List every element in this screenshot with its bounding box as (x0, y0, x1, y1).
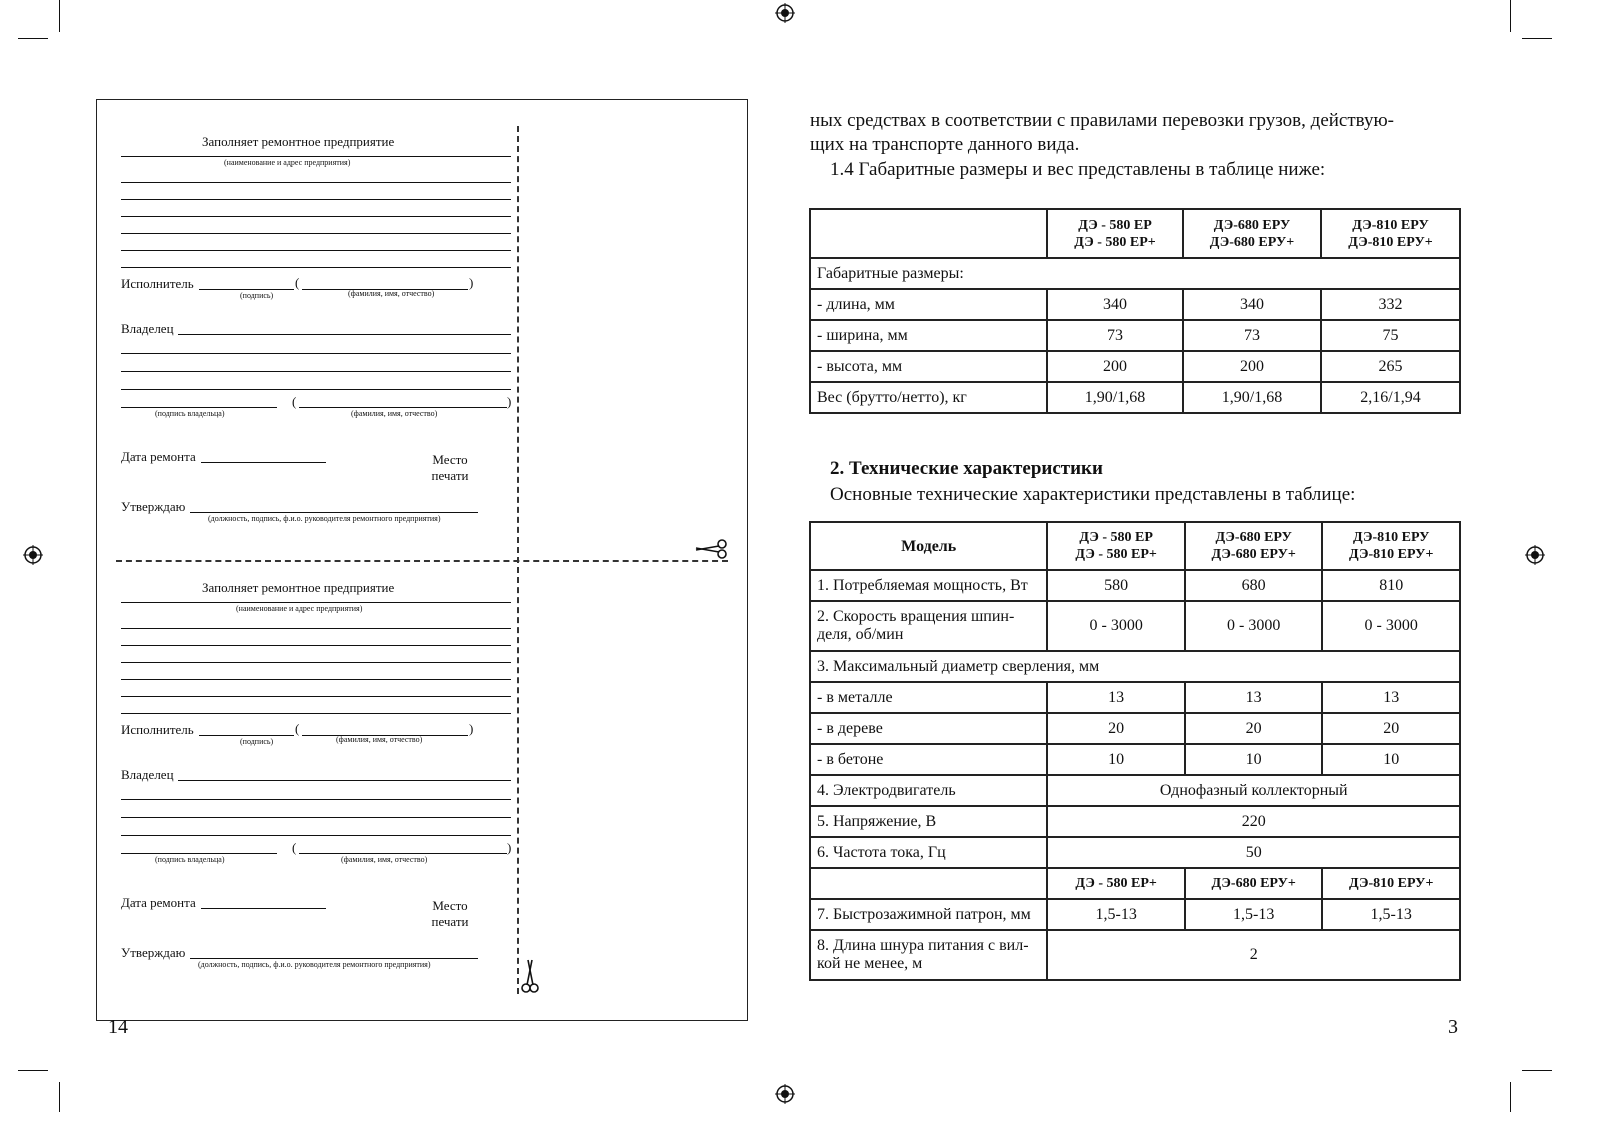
table-row (810, 570, 1460, 601)
table-cell: 20 (1322, 713, 1460, 744)
org-line[interactable] (121, 182, 511, 183)
model-name: ДЭ-680 ЕРУ+ (1209, 234, 1295, 250)
paren-open: ( (295, 275, 300, 290)
stamp-line: Место (432, 898, 468, 913)
model-name: ДЭ-810 ЕРУ+ (1349, 547, 1434, 562)
table-cell: 1,90/1,68 (1183, 382, 1321, 413)
row-label: - ширина, мм (810, 320, 1047, 351)
org-line[interactable] (121, 156, 511, 157)
table-cell: Однофазный коллекторный (1047, 775, 1460, 806)
approve-label: Утверждаю (121, 945, 186, 960)
table-row (810, 209, 1460, 258)
owner-signature-caption: (подпись владельца) (155, 855, 225, 864)
tech-specs-table (809, 521, 1461, 981)
crop-mark (1522, 38, 1552, 39)
table-cell: 200 (1183, 351, 1321, 382)
dimensions-table (809, 208, 1461, 414)
crop-mark (59, 1082, 60, 1112)
row-label: - длина, мм (810, 289, 1047, 320)
model-name: ДЭ - 580 ЕР (1078, 217, 1152, 233)
owner-signature-line[interactable] (121, 853, 277, 854)
org-line[interactable] (121, 216, 511, 217)
org-caption: (наименование и адрес предприятия) (224, 158, 351, 167)
table-cell: 10 (1047, 744, 1184, 775)
table-row (810, 651, 1460, 682)
stamp-line: Место (432, 452, 468, 467)
table-row (810, 320, 1460, 351)
table-cell: 2 (1047, 930, 1460, 980)
crop-mark (1522, 1070, 1552, 1071)
org-line[interactable] (121, 662, 511, 663)
model-name: ДЭ-680 ЕРУ+ (1211, 547, 1296, 562)
row-label: - в дереве (810, 713, 1047, 744)
model-name: ДЭ - 580 ЕР+ (1074, 234, 1156, 250)
table-row (810, 837, 1460, 868)
approve-caption: (должность, подпись, ф.и.о. руководителя ремонтного предприятия) (198, 960, 431, 969)
table-cell: 0 - 3000 (1185, 601, 1323, 651)
stamp-place (420, 452, 480, 484)
table-cell: 265 (1321, 351, 1460, 382)
model-header (1185, 522, 1323, 570)
table-cell: 73 (1047, 320, 1183, 351)
owner-signature-caption: (подпись владельца) (155, 409, 225, 418)
approve-line[interactable] (190, 958, 478, 959)
row-label (810, 601, 1047, 651)
stamp-place (420, 898, 480, 930)
row-label-line: кой не менее, м (817, 955, 923, 972)
row-label: 4. Электродвигатель (810, 775, 1047, 806)
crop-mark (59, 0, 60, 32)
table-cell (810, 209, 1047, 258)
owner-line[interactable] (121, 817, 511, 818)
table-cell: 680 (1185, 570, 1323, 601)
crop-mark (18, 1070, 48, 1071)
model-name: ДЭ-680 ЕРУ (1213, 217, 1291, 233)
owner-line[interactable] (121, 389, 511, 390)
registration-mark-icon (23, 545, 43, 565)
row-label: 7. Быстрозажимной патрон, мм (810, 899, 1047, 930)
table-row (810, 522, 1460, 570)
org-line[interactable] (121, 696, 511, 697)
repair-date-line[interactable] (201, 462, 326, 463)
owner-line[interactable] (121, 353, 511, 354)
scissors-icon (520, 958, 540, 994)
row-label: - в металле (810, 682, 1047, 713)
approve-label: Утверждаю (121, 499, 186, 514)
row-label (810, 930, 1047, 980)
form-heading: Заполняет ремонтное предприятие (202, 134, 395, 149)
table-row (810, 744, 1460, 775)
paren-close: ) (469, 275, 474, 290)
registration-mark-icon (1525, 545, 1545, 565)
model-header (1321, 209, 1460, 258)
model-name: ДЭ - 580 ЕР+ (1075, 547, 1157, 562)
model-name: ДЭ-810 ЕРУ (1352, 217, 1429, 233)
model-header: ДЭ-680 ЕРУ+ (1185, 868, 1323, 899)
section-label: Габаритные размеры: (810, 258, 1460, 289)
table-cell: 1,90/1,68 (1047, 382, 1183, 413)
tech-heading: 2. Технические характеристики (830, 458, 1103, 479)
owner-signature-line[interactable] (121, 407, 277, 408)
owner-label: Владелец (121, 321, 174, 336)
org-line[interactable] (121, 267, 511, 268)
row-label: - высота, мм (810, 351, 1047, 382)
table-cell: 73 (1183, 320, 1321, 351)
table-cell: 220 (1047, 806, 1460, 837)
fio-caption: (фамилия, имя, отчество) (351, 409, 438, 418)
intro-line: щих на транспорте данного вида. (810, 134, 1080, 155)
table-cell: 20 (1047, 713, 1184, 744)
table-cell: 810 (1322, 570, 1460, 601)
org-line[interactable] (121, 713, 511, 714)
row-label: 5. Напряжение, В (810, 806, 1047, 837)
table-cell: 1,5-13 (1047, 899, 1184, 930)
table-row (810, 930, 1460, 980)
table-row (810, 351, 1460, 382)
table-cell: 580 (1047, 570, 1184, 601)
table-cell: 332 (1321, 289, 1460, 320)
table-row (810, 868, 1460, 899)
table-cell: 200 (1047, 351, 1183, 382)
table-cell: 1,5-13 (1185, 899, 1323, 930)
executor-label: Исполнитель (121, 276, 194, 291)
table-cell: 13 (1322, 682, 1460, 713)
stamp-line: печати (431, 468, 469, 483)
org-line[interactable] (121, 679, 511, 680)
repair-date-label: Дата ремонта (121, 895, 196, 910)
page-number-left: 14 (108, 1016, 128, 1038)
fio-caption: (фамилия, имя, отчество) (341, 855, 428, 864)
org-line[interactable] (121, 602, 511, 603)
repair-date-label: Дата ремонта (121, 449, 196, 464)
dims-intro: 1.4 Габаритные размеры и вес представлены в таблице ниже: (830, 159, 1326, 180)
table-row (810, 713, 1460, 744)
model-name: ДЭ-810 ЕРУ+ (1348, 234, 1433, 250)
table-cell: 340 (1183, 289, 1321, 320)
paren-open: ( (295, 721, 300, 736)
paren-close: ) (507, 840, 512, 855)
repair-date-line[interactable] (201, 908, 326, 909)
owner-line[interactable] (178, 780, 511, 781)
fio-caption: (фамилия, имя, отчество) (348, 289, 435, 298)
paren-open: ( (292, 840, 297, 855)
owner-name-line[interactable] (299, 407, 507, 408)
org-line[interactable] (121, 250, 511, 251)
table-cell: 20 (1185, 713, 1323, 744)
executor-signature-line[interactable] (199, 735, 294, 736)
table-row (810, 682, 1460, 713)
table-cell: 13 (1047, 682, 1184, 713)
row-label: 6. Частота тока, Гц (810, 837, 1047, 868)
table-row (810, 601, 1460, 651)
model-name: ДЭ-680 ЕРУ (1215, 530, 1292, 545)
table-cell: 50 (1047, 837, 1460, 868)
org-caption: (наименование и адрес предприятия) (236, 604, 363, 613)
table-cell: 13 (1185, 682, 1323, 713)
table-row (810, 899, 1460, 930)
table-row (810, 289, 1460, 320)
approve-caption: (должность, подпись, ф.и.о. руководителя ремонтного предприятия) (208, 514, 441, 523)
intro-line: ных средствах в соответствии с правилами перевозки грузов, действую- (810, 110, 1394, 131)
row-label: - в бетоне (810, 744, 1047, 775)
table-row (810, 775, 1460, 806)
crop-mark (18, 38, 48, 39)
fio-caption: (фамилия, имя, отчество) (336, 735, 423, 744)
signature-caption: (подпись) (240, 291, 274, 300)
org-line[interactable] (121, 645, 511, 646)
page-number-right: 3 (1448, 1016, 1458, 1038)
org-line[interactable] (121, 628, 511, 629)
row-label-line: 2. Скорость вращения шпин- (817, 608, 1015, 625)
signature-caption: (подпись) (240, 737, 274, 746)
table-cell: 10 (1322, 744, 1460, 775)
model-name: ДЭ - 580 ЕР (1079, 530, 1153, 545)
paren-close: ) (507, 394, 512, 409)
tech-intro: Основные технические характеристики представлены в таблице: (830, 484, 1356, 505)
model-header (1322, 522, 1460, 570)
owner-label: Владелец (121, 767, 174, 782)
executor-label: Исполнитель (121, 722, 194, 737)
paren-close: ) (469, 721, 474, 736)
model-name: ДЭ-810 ЕРУ (1352, 530, 1430, 545)
stamp-line: печати (431, 914, 469, 929)
owner-name-line[interactable] (299, 853, 507, 854)
model-header: Модель (810, 522, 1047, 570)
model-header: ДЭ-810 ЕРУ+ (1322, 868, 1460, 899)
executor-signature-line[interactable] (199, 289, 294, 290)
row-label: Вес (брутто/нетто), кг (810, 382, 1047, 413)
paren-open: ( (292, 394, 297, 409)
table-cell (810, 868, 1047, 899)
table-row (810, 382, 1460, 413)
table-cell: 2,16/1,94 (1321, 382, 1460, 413)
org-line[interactable] (121, 233, 511, 234)
approve-line[interactable] (190, 512, 478, 513)
table-cell: 1,5-13 (1322, 899, 1460, 930)
row-label-line: 8. Длина шнура питания с вил- (817, 937, 1029, 954)
model-header (1183, 209, 1321, 258)
table-row (810, 806, 1460, 837)
owner-line[interactable] (121, 799, 511, 800)
row-label-line: деля, об/мин (817, 626, 904, 643)
org-line[interactable] (121, 199, 511, 200)
table-cell: 0 - 3000 (1047, 601, 1184, 651)
model-header: ДЭ - 580 ЕР+ (1047, 868, 1184, 899)
owner-line[interactable] (178, 334, 511, 335)
table-cell: 340 (1047, 289, 1183, 320)
model-header (1047, 209, 1183, 258)
owner-line[interactable] (121, 835, 511, 836)
model-header (1047, 522, 1184, 570)
form-heading: Заполняет ремонтное предприятие (202, 580, 395, 595)
table-cell: 10 (1185, 744, 1323, 775)
table-row (810, 258, 1460, 289)
row-label: 1. Потребляемая мощность, Вт (810, 570, 1047, 601)
cut-line-horizontal (116, 560, 728, 562)
section-label: 3. Максимальный диаметр сверления, мм (810, 651, 1460, 682)
owner-line[interactable] (121, 371, 511, 372)
table-cell: 75 (1321, 320, 1460, 351)
registration-mark-icon (775, 1084, 795, 1104)
crop-mark (1510, 1082, 1511, 1112)
registration-mark-icon (775, 3, 795, 23)
scissors-icon (694, 538, 728, 560)
table-cell: 0 - 3000 (1322, 601, 1460, 651)
crop-mark (1510, 0, 1511, 32)
